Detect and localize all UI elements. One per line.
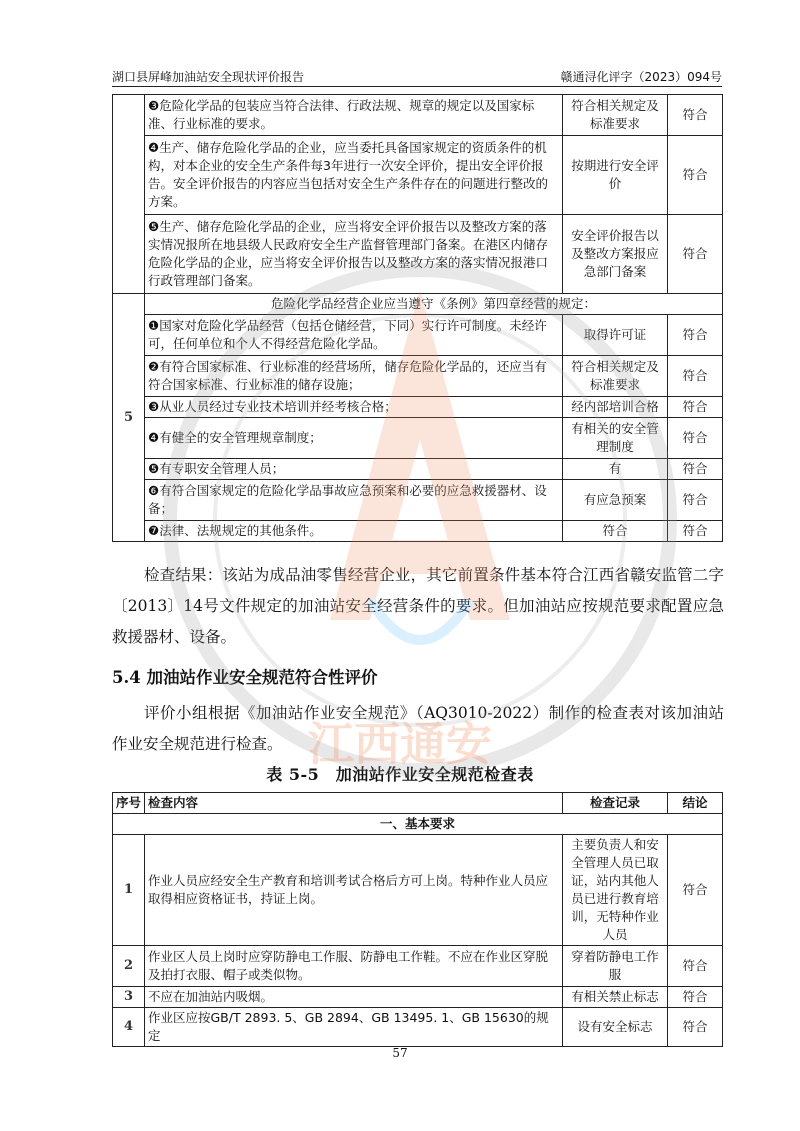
table-cell-record: 有相关禁止标志	[563, 987, 668, 1008]
table-cell-content: ❹生产、储存危险化学品的企业，应当委托具备国家规定的资质条件的机构，对本企业的安全生产条件每3年进行一次安全评价，提出安全评价报告。安全评价报告的内容应当包括对安全生产条件存在的问题进行整改的方案。	[145, 136, 563, 215]
table-cell-content: ❸危险化学品的包装应当符合法律、行政法规、规章的规定以及国家标准、行业标准的要求。	[145, 95, 563, 136]
table-cell-no: 3	[113, 987, 145, 1008]
table-row	[113, 136, 723, 215]
table-cell-result: 符合	[668, 215, 723, 294]
table-caption: 表 5-5 加油站作业安全规范检查表	[266, 765, 534, 784]
table-row	[113, 315, 723, 356]
table-cell-result: 符合	[668, 356, 723, 397]
table-cell-record: 经内部培训合格	[563, 397, 668, 418]
group-title: 危险化学品经营企业应当遵守《条例》第四章经营的规定：	[145, 294, 723, 315]
table-row	[113, 835, 723, 946]
page-header	[112, 66, 722, 87]
table-cell-record: 主要负责人和安全管理人员已取证，站内其他人员已进行教育培训，无特种作业人员	[563, 835, 668, 946]
table-cell-content: ❸从业人员经过专业技术培训并经考核合格；	[145, 397, 563, 418]
table-subheader-row	[113, 814, 723, 835]
table-cell-record: 有	[563, 459, 668, 480]
table-cell-result: 符合	[668, 136, 723, 215]
table-cell-record: 符合相关规定及标准要求	[563, 95, 668, 136]
table-cell-content: 不应在加油站内吸烟。	[145, 987, 563, 1008]
table-cell-content: ❻有符合国家规定的危险化学品事故应急预案和必要的应急救援器材、设备；	[145, 480, 563, 521]
table-header-row	[113, 793, 723, 814]
intro-paragraph: 评价小组根据《加油站作业安全规范》（AQ3010-2022）制作的检查表对该加油站作业安全规范进行检查。	[112, 704, 724, 753]
table-cell-record: 符合	[563, 521, 668, 542]
table-cell-result: 符合	[668, 418, 723, 459]
table-cell-content: ❺有专职安全管理人员；	[145, 459, 563, 480]
table-cell-record: 设有安全标志	[563, 1008, 668, 1047]
table-cell-result: 符合	[668, 459, 723, 480]
inspection-result-paragraph: 检查结果：该站为成品油零售经营企业，其它前置条件基本符合江西省赣安监管二字〔2013〕14号文件规定的加油站安全经营条件的要求。但加油站应按规范要求配置应急救援器材、设备。	[112, 566, 724, 646]
table-cell-record: 符合相关规定及标准要求	[563, 356, 668, 397]
watermark-text: 江西通安	[308, 717, 492, 771]
table-cell-no: 1	[113, 835, 145, 946]
table-cell-result: 符合	[668, 521, 723, 542]
table-cell-record: 按期进行安全评价	[563, 136, 668, 215]
page-number: 57	[392, 1046, 408, 1060]
table-row	[113, 95, 723, 136]
table-cell-record: 取得许可证	[563, 315, 668, 356]
table-cell-result: 符合	[668, 480, 723, 521]
table-cell-content: ❹有健全的安全管理规章制度；	[145, 418, 563, 459]
table-cell-result: 符合	[668, 315, 723, 356]
table-row	[113, 215, 723, 294]
table-cell-content: ❷有符合国家标准、行业标准的经营场所，储存危险化学品的，还应当有符合国家标准、行业标准的储存设施；	[145, 356, 563, 397]
table-cell-content: ❼法律、法规规定的其他条件。	[145, 521, 563, 542]
table-cell-result: 符合	[668, 987, 723, 1008]
table-cell-no: 5	[113, 294, 145, 542]
table-cell-result: 符合	[668, 946, 723, 987]
table-row	[113, 459, 723, 480]
section-heading: 5.4 加油站作业安全规范符合性评价	[112, 668, 378, 687]
operation-safety-check-table	[112, 792, 723, 1047]
regulation-check-table	[112, 94, 723, 542]
table-row	[113, 418, 723, 459]
table-cell-record: 穿着防静电工作服	[563, 946, 668, 987]
table-cell-no: 2	[113, 946, 145, 987]
header-no: 序号	[113, 793, 145, 814]
table-cell-record: 有相关的安全管理制度	[563, 418, 668, 459]
table-cell-record: 有应急预案	[563, 480, 668, 521]
table-cell-record: 安全评价报告以及整改方案报应急部门备案	[563, 215, 668, 294]
header-result: 结论	[668, 793, 723, 814]
table-row	[113, 946, 723, 987]
table-group-title-row	[113, 294, 723, 315]
table-row	[113, 356, 723, 397]
table-row	[113, 1008, 723, 1047]
table-cell-content: 作业区人员上岗时应穿防静电工作服、防静电工作鞋。不应在作业区穿脱及拍打衣服、帽子或类似物。	[145, 946, 563, 987]
table-cell-content: ❺生产、储存危险化学品的企业，应当将安全评价报告以及整改方案的落实情况报所在地县级人民政府安全生产监督管理部门备案。在港区内储存危险化学品的企业，应当将安全评价报告以及整改方案的落实情况报港口行政管理部门备案。	[145, 215, 563, 294]
table-row	[113, 521, 723, 542]
table-cell-content: ❶国家对危险化学品经营（包括仓储经营，下同）实行许可制度。未经许可，任何单位和个人不得经营危险化学品。	[145, 315, 563, 356]
table-cell-no: 4	[113, 1008, 145, 1047]
table-cell-result: 符合	[668, 95, 723, 136]
table-cell-content: 作业人员应经安全生产教育和培训考试合格后方可上岗。特种作业人员应取得相应资格证书，持证上岗。	[145, 835, 563, 946]
header-report-title: 湖口县屏峰加油站安全现状评价报告	[112, 70, 305, 84]
table-cell-content: 作业区应按GB/T 2893. 5、GB 2894、GB 13495. 1、GB 15630的规定	[145, 1008, 563, 1047]
table-row	[113, 480, 723, 521]
table-cell-result: 符合	[668, 835, 723, 946]
table-cell-result: 符合	[668, 397, 723, 418]
table-row	[113, 397, 723, 418]
table-cell-result: 符合	[668, 1008, 723, 1047]
table-cell-no	[113, 95, 145, 294]
header-report-number: 赣通浔化评字（2023）094号	[560, 70, 722, 84]
header-content: 检查内容	[145, 793, 563, 814]
header-record: 检查记录	[563, 793, 668, 814]
subheader-basic-requirements: 一、基本要求	[113, 814, 723, 835]
table-row	[113, 987, 723, 1008]
